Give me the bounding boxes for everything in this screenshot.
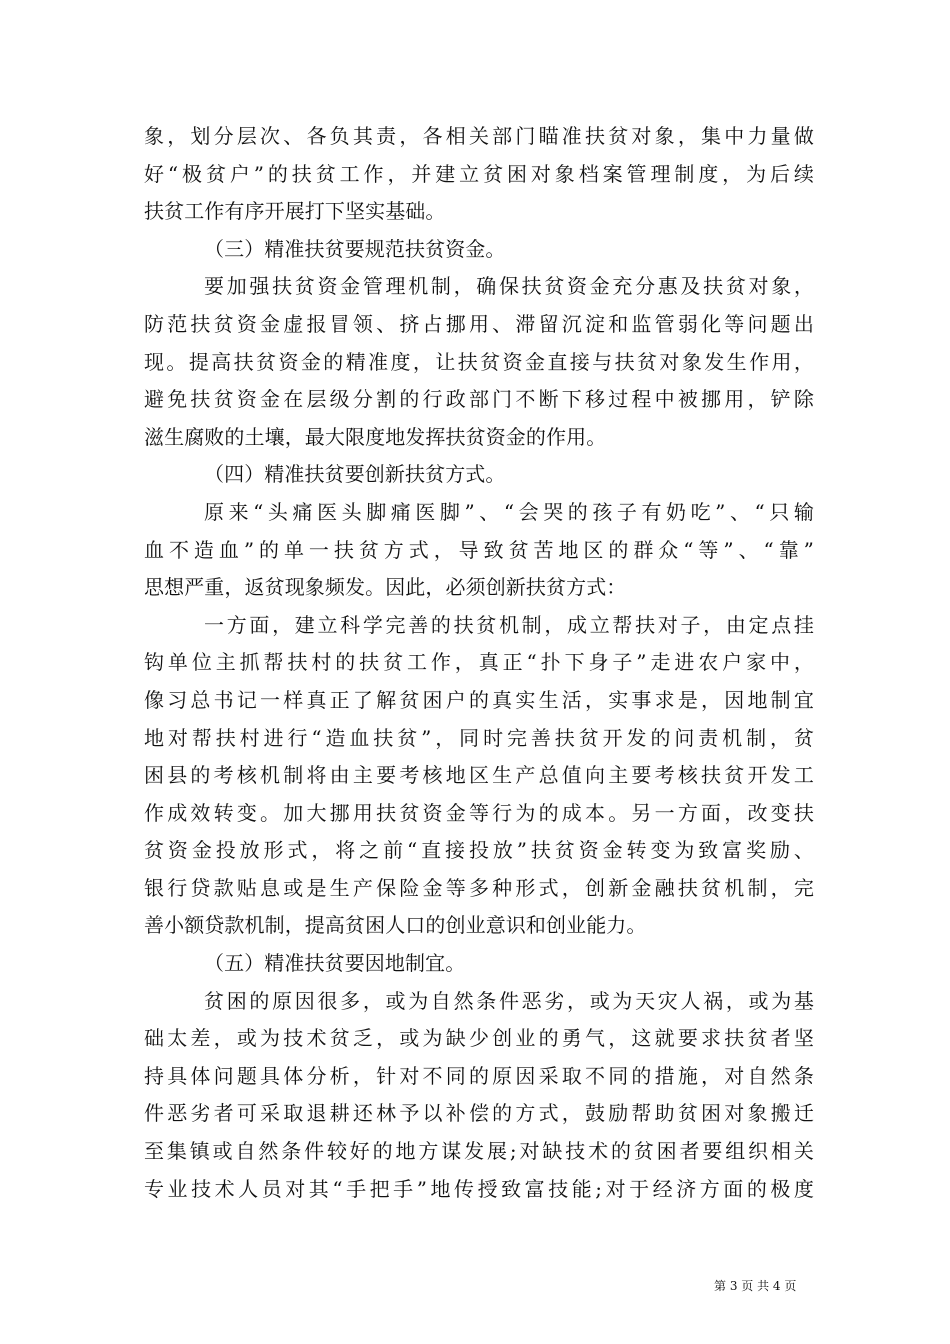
- text-line: 专业技术人员对其“手把手”地传授致富技能;对于经济方面的极度: [144, 1176, 814, 1201]
- text-line: 作成效转变。加大挪用扶贫资金等行为的成本。另一方面，改变扶: [144, 800, 814, 825]
- text-line: 银行贷款贴息或是生产保险金等多种形式，创新金融扶贫机制，完: [144, 875, 814, 900]
- text-line: 思想严重，返贫现象频发。因此，必须创新扶贫方式：: [144, 575, 627, 600]
- text-line: 贫资金投放形式，将之前“直接投放”扶贫资金转变为致富奖励、: [144, 838, 814, 863]
- text-line: 困县的考核机制将由主要考核地区生产总值向主要考核扶贫开发工: [144, 763, 814, 788]
- paragraph-start-line: 贫困的原因很多，或为自然条件恶劣，或为天灾人祸，或为基: [204, 988, 814, 1013]
- paragraph-start-line: 要加强扶贫资金管理机制，确保扶贫资金充分惠及扶贫对象，: [204, 274, 814, 299]
- text-line: 持具体问题具体分析，针对不同的原因采取不同的措施，对自然条: [144, 1063, 814, 1088]
- text-line: 滋生腐败的土壤，最大限度地发挥扶贫资金的作用。: [144, 424, 607, 449]
- text-line: 血不造血”的单一扶贫方式，导致贫苦地区的群众“等”、“靠”: [144, 537, 814, 562]
- document-body: [144, 118, 814, 1208]
- paragraph-start-line: （五）精准扶贫要因地制宜。: [204, 951, 466, 976]
- text-line: 件恶劣者可采取退耕还林予以补偿的方式，鼓励帮助贫困对象搬迁: [144, 1101, 814, 1126]
- text-line: 象，划分层次、各负其责，各相关部门瞄准扶贫对象，集中力量做: [144, 124, 814, 148]
- text-line: 钩单位主抓帮扶村的扶贫工作，真正“扑下身子”走进农户家中，: [144, 650, 814, 675]
- text-line: 扶贫工作有序开展打下坚实基础。: [144, 199, 446, 224]
- text-line: 善小额贷款机制，提高贫困人口的创业意识和创业能力。: [144, 913, 647, 938]
- text-line: 避免扶贫资金在层级分割的行政部门不断下移过程中被挪用，铲除: [144, 387, 814, 412]
- paragraph-start-line: （三）精准扶贫要规范扶贫资金。: [204, 236, 506, 261]
- text-line: 像习总书记一样真正了解贫困户的真实生活，实事求是，因地制宜: [144, 687, 814, 712]
- text-line: 至集镇或自然条件较好的地方谋发展;对缺技术的贫困者要组织相关: [144, 1139, 814, 1164]
- paragraph-start-line: 一方面，建立科学完善的扶贫机制，成立帮扶对子，由定点挂: [204, 612, 814, 637]
- text-line: 好“极贫户”的扶贫工作，并建立贫困对象档案管理制度，为后续: [144, 161, 814, 186]
- paragraph-start-line: （四）精准扶贫要创新扶贫方式。: [204, 462, 506, 487]
- text-line: 防范扶贫资金虚报冒领、挤占挪用、滞留沉淀和监管弱化等问题出: [144, 311, 814, 336]
- text-line: 础太差，或为技术贫乏，或为缺少创业的勇气，这就要求扶贫者坚: [144, 1026, 814, 1051]
- text-line: 地对帮扶村进行“造血扶贫”，同时完善扶贫开发的问责机制，贫: [144, 725, 814, 750]
- text-line: 现。提高扶贫资金的精准度，让扶贫资金直接与扶贫对象发生作用，: [144, 349, 814, 374]
- page-number-footer: 第 3 页 共 4 页: [714, 1279, 797, 1293]
- paragraph-start-line: 原来“头痛医头脚痛医脚”、“会哭的孩子有奶吃”、“只输: [204, 499, 814, 524]
